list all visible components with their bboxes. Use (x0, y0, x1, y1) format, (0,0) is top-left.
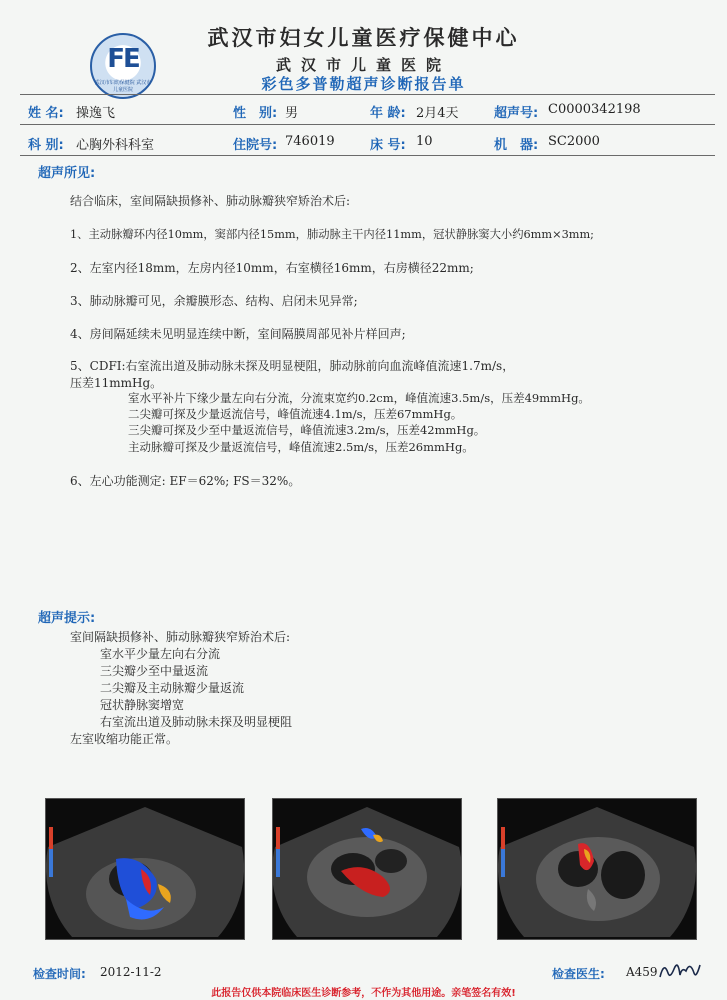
hospital-logo (90, 33, 156, 99)
findings-title: 超声所见: (38, 166, 96, 181)
info-divider (20, 124, 715, 125)
ultrasound-no-label: 超声号: (494, 106, 539, 121)
conclusion-line-2: 室水平少量左向右分流 (100, 647, 221, 661)
bed-no: 10 (416, 134, 433, 149)
finding-3: 3、肺动脉瓣可见，余瓣膜形态、结构、启闭未见异常; (70, 294, 358, 308)
doctor-code: A459 (626, 965, 658, 979)
name-label: 姓 名: (28, 106, 64, 121)
doctor-label: 检查医生: (552, 967, 605, 981)
ultrasound-image-3-drawing (498, 799, 696, 939)
conclusion-line-1: 室间隔缺损修补、肺动脉瓣狭窄矫治术后: (70, 630, 291, 644)
conclusion-line-6: 右室流出道及肺动脉未探及明显梗阻 (100, 715, 293, 729)
department: 心胸外科科室 (76, 138, 155, 153)
conclusion-line-3: 三尖瓣少至中量返流 (100, 664, 209, 678)
doctor-signature (656, 955, 704, 983)
report-title: 彩色多普勒超声诊断报告单 (261, 75, 466, 93)
inpatient-label: 住院号: (233, 138, 278, 153)
hospital-sub-name: 武汉市儿童医院 (275, 56, 451, 74)
finding-5-sub-1: 室水平补片下缘少量左向右分流，分流束宽约0.2cm，峰值流速3.5m/s，压差49mmHg。 (128, 391, 590, 405)
finding-5-line-2: 压差11mmHg。 (70, 376, 163, 390)
ultrasound-image-2 (272, 798, 462, 940)
finding-6: 6、左心功能测定: EF＝62%; FS＝32%。 (70, 474, 301, 488)
conclusion-title: 超声提示: (38, 611, 96, 626)
exam-date-label: 检查时间: (33, 967, 86, 981)
finding-1: 1、主动脉瓣环内径10mm，窦部内径15mm，肺动脉主干内径11mm，冠状静脉窦大小约6mm×3mm; (70, 228, 594, 241)
age-label: 年 龄: (370, 106, 406, 121)
ultrasound-no: C0000342198 (548, 102, 641, 117)
machine-label: 机 器: (494, 138, 539, 153)
conclusion-line-4: 二尖瓣及主动脉瓣少量返流 (100, 681, 245, 695)
finding-5-line-1: 5、CDFI:右室流出道及肺动脉未探及明显梗阻，肺动脉前向血流峰值流速1.7m/s， (70, 359, 515, 373)
ultrasound-image-3 (497, 798, 697, 940)
dept-label: 科 别: (28, 138, 64, 153)
finding-5-sub-3: 三尖瓣可探及少至中量返流信号，峰值流速3.2m/s，压差42mmHg。 (128, 423, 486, 437)
bed-label: 床 号: (370, 138, 406, 153)
patient-sex: 男 (285, 106, 299, 121)
disclaimer: 此报告仅供本院临床医生诊断参考，不作为其他用途。亲笔签名有效! (211, 988, 516, 999)
patient-name: 操逸飞 (76, 106, 116, 121)
conclusion-line-7: 左室收缩功能正常。 (70, 732, 179, 746)
finding-4: 4、房间隔延续未见明显连续中断，室间隔膜周部见补片样回声; (70, 327, 406, 341)
info-bottom-divider (20, 155, 715, 156)
ultrasound-image-2-drawing (273, 799, 461, 939)
logo-ring-text: 武汉市妇幼保健院 武汉市儿童医院 (94, 80, 152, 93)
exam-date: 2012-11-2 (100, 965, 162, 979)
ultrasound-image-1-drawing (46, 799, 244, 939)
machine: SC2000 (548, 134, 600, 149)
finding-5-sub-4: 主动脉瓣可探及少量返流信号，峰值流速2.5m/s，压差26mmHg。 (128, 440, 474, 454)
logo-mark: FE (107, 44, 139, 74)
findings-intro: 结合临床，室间隔缺损修补、肺动脉瓣狭窄矫治术后: (70, 194, 351, 208)
header-divider (20, 94, 715, 95)
hospital-name: 武汉市妇女儿童医疗保健中心 (207, 26, 520, 50)
ultrasound-image-1 (45, 798, 245, 940)
patient-age: 2月4天 (416, 106, 459, 121)
finding-2: 2、左室内径18mm，左房内径10mm，右室横径16mm，右房横径22mm; (70, 261, 474, 275)
inpatient-no: 746019 (285, 134, 335, 149)
conclusion-line-5: 冠状静脉窦增宽 (100, 698, 185, 712)
finding-5-sub-2: 二尖瓣可探及少量返流信号，峰值流速4.1m/s，压差67mmHg。 (128, 407, 463, 421)
sex-label: 性 别: (233, 106, 278, 121)
